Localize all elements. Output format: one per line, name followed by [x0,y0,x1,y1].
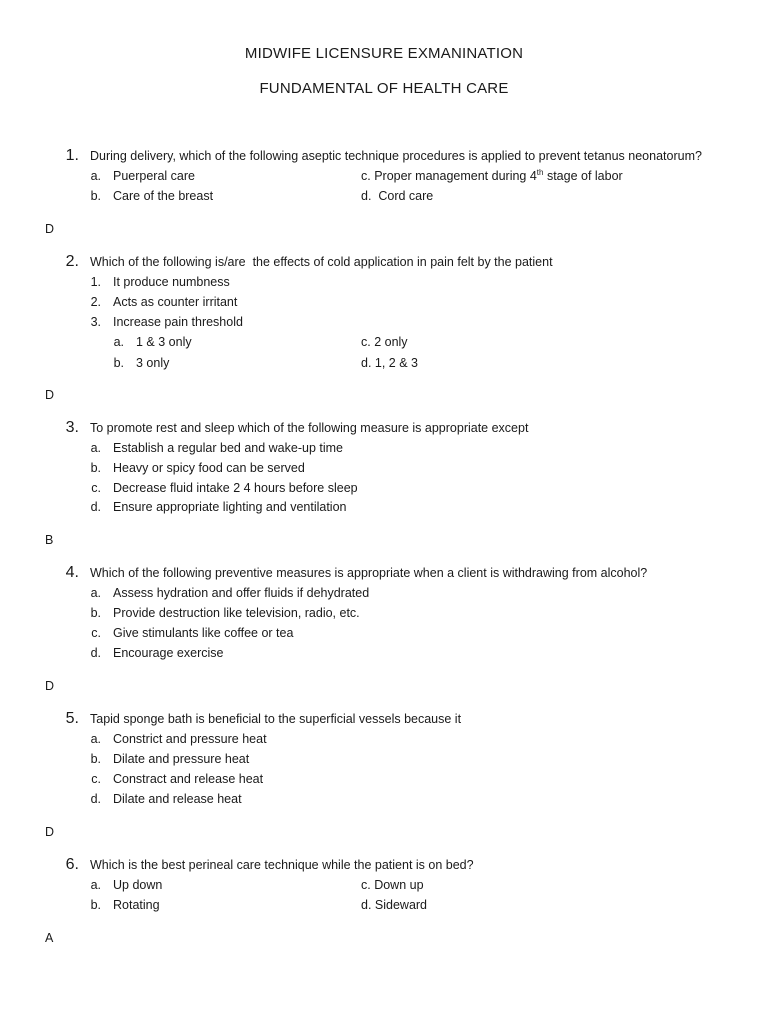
question-3-answer: B [45,533,54,547]
exam-title: MIDWIFE LICENSURE EXMANINATION [244,45,524,62]
question-2-answer: D [45,388,55,402]
question-1-answer: D [45,222,55,236]
document-page: MIDWIFE LICENSURE EXMANINATION FUNDAMENTAL OF HEALTH CARE 1. During delivery, which of the following aseptic technique procedures is applied to prevent tetanus neonatorum? a. Puerperal care c. Proper management during 4th stage of labor b. Care of the breast d. Cord care D 2. Which of the following is/are the effects of cold application in pain felt by the patient 1. It produce numbness 2. Acts as counter irritant 3. Increase pain threshold a. 1 & 3 only c. 2 only b. 3 only d. 1, 2 & 3 D 3. To promote rest and sleep which of the following measure is appropriate except a. Establish a regular bed and wake-up time b. Heavy or spicy food can be served c. Decrease fluid intake 2 4 hours before sleep d. Ensure appropriate lighting and ventilation B 4. Which of the following preventive measures is appropriate when a client is withdrawing from alcohol? a. Assess hydration and offer fluids if dehydrated b. Provide destruction like television, radio, etc. c. Give stimulants like coffee or tea d. Encourage exercise D 5. Tapid sponge bath is beneficial to the superficial vessels because it a. Constrict and pressure heat b. Dilate and pressure heat c. Constract and release heat d. Dilate and release heat D 6. Which is the best perineal care technique while the patient is on bed? a. Up down c. Down up b. Rotating d. Sideward A [0,0,768,1024]
question-4-answer: D [45,679,55,693]
exam-subtitle: FUNDAMENTAL OF HEALTH CARE [259,80,509,97]
question-6-answer: A [45,931,54,945]
question-5-answer: D [45,825,55,839]
